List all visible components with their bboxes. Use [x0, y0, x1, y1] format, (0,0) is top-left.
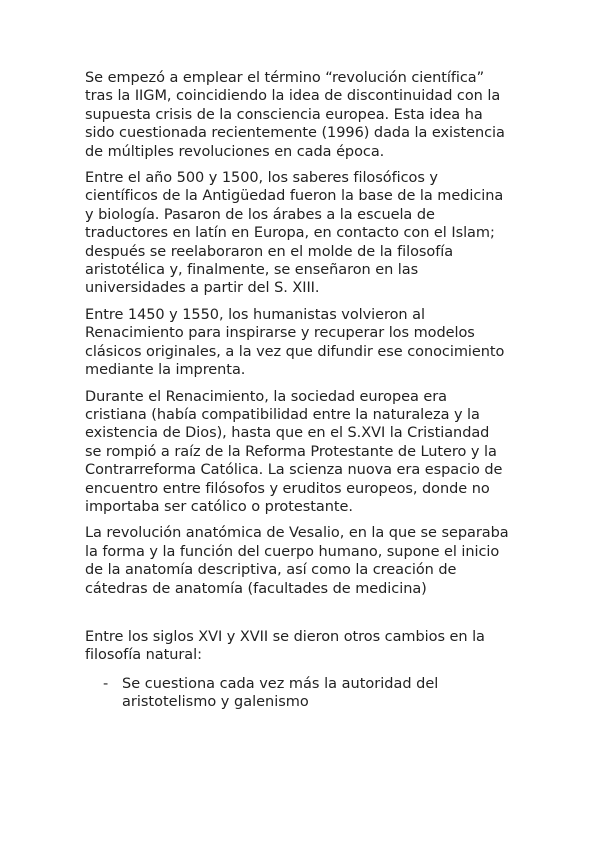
- paragraph-saberes-antiguedad: Entre el año 500 y 1500, los saberes filosóficos y científicos de la Antigüedad fueron la base de la medicina y biología. Pasaron de los árabes a la escuela de traductores en latín en Europa, en contacto con el Islam; después se reelaboraron en el molde de la filosofía aristotélica y, finalmente, se enseñaron en las universidades a partir del S. XIII.: [85, 170, 504, 297]
- paragraph-siglos-xvi-xvii: Entre los siglos XVI y XVII se dieron otros cambios en la filosofía natural:: [85, 628, 485, 664]
- list-item: [85, 675, 510, 712]
- document-page: [85, 69, 510, 712]
- paragraph-renacimiento: Durante el Renacimiento, la sociedad europea era cristiana (había compatibilidad entre la naturaleza y la existencia de Dios), hasta que en el S.XVI la Cristiandad se rompió a raíz de la Reforma Protestante de Lutero y la Contrarreforma Católica. La scienza nuova era espacio de encuentro entre filósofos y eruditos europeos, donde no importaba ser católico o protestante.: [85, 388, 503, 515]
- bullet-list: [85, 675, 510, 712]
- bullet-marker: -: [103, 675, 109, 692]
- paragraph-vesalio: La revolución anatómica de Vesalio, en la que se separaba la forma y la función del cuerpo humano, supone el inicio de la anatomía descriptiva, así como la creación de cátedras de anatomía (facultades de medicina): [85, 525, 509, 597]
- paragraph-humanistas: Entre 1450 y 1550, los humanistas volvieron al Renacimiento para inspirarse y recuperar los modelos clásicos originales, a la vez que difundir ese conocimiento mediante la imprenta.: [85, 306, 505, 379]
- bullet-text: Se cuestiona cada vez más la autoridad del aristotelismo y galenismo: [122, 675, 439, 711]
- paragraph-revolucion-cientifica: Se empezó a emplear el término “revolución científica” tras la IIGM, coincidiendo la idea de discontinuidad con la supuesta crisis de la consciencia europea. Esta idea ha sido cuestionada recientemente (1996) dada la existencia de múltiples revoluciones en cada época.: [85, 70, 505, 160]
